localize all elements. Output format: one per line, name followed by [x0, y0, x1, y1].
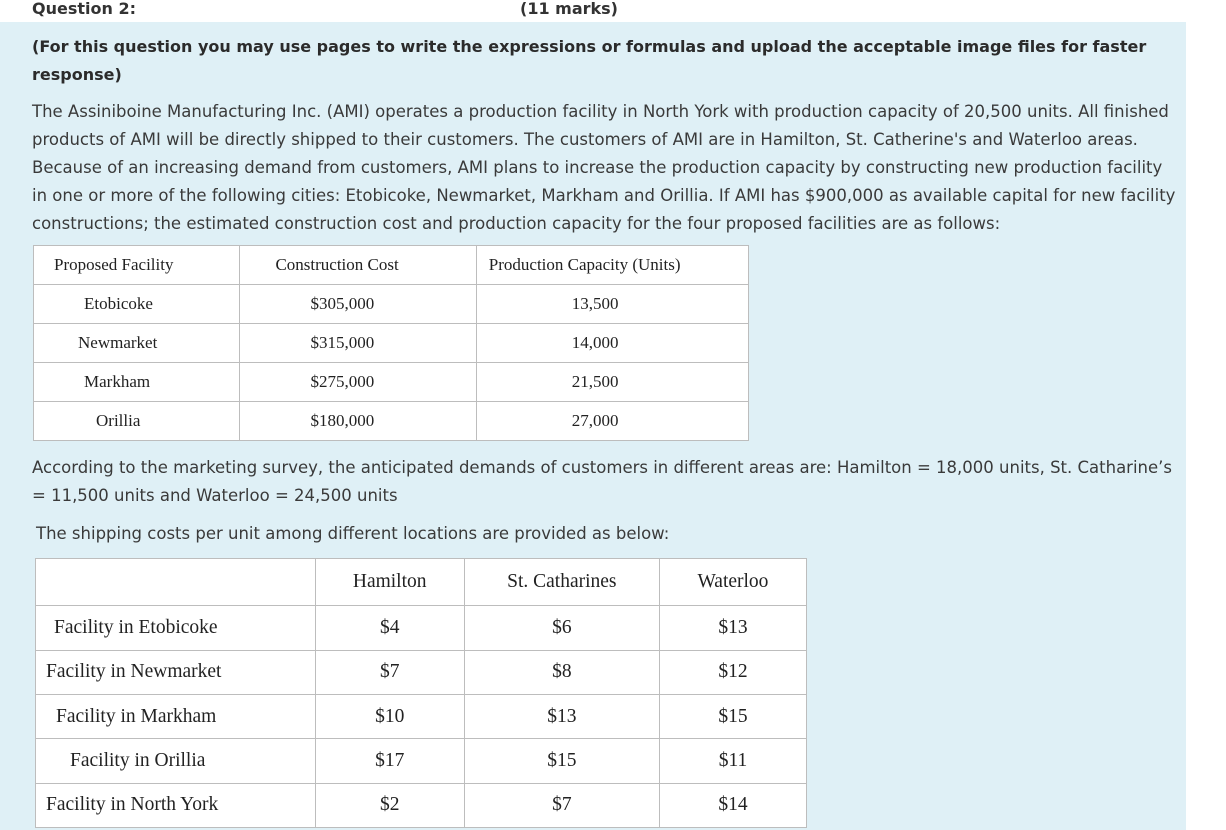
cost-waterloo: $11: [659, 739, 806, 783]
cost-st-catharines: $8: [464, 650, 659, 694]
construction-cost: $180,000: [240, 402, 476, 441]
header-proposed-facility: Proposed Facility: [34, 246, 240, 285]
cost-waterloo: $12: [659, 650, 806, 694]
cost-hamilton: $7: [315, 650, 464, 694]
table-row: [36, 783, 807, 827]
cost-st-catharines: $7: [464, 783, 659, 827]
cost-hamilton: $10: [315, 695, 464, 739]
facility-table: [33, 245, 749, 441]
facility-label: Facility in North York: [36, 783, 316, 827]
table-row: [36, 650, 807, 694]
demand-paragraph: According to the marketing survey, the anticipated demands of customers in different areas are: Hamilton = 18,000 units, St. Catharine’s = 11,500 units and Waterloo = 24,500 units: [32, 458, 1172, 505]
facility-label: Facility in Etobicoke: [36, 606, 316, 650]
header-construction-cost: Construction Cost: [240, 246, 476, 285]
header-empty: [36, 559, 316, 606]
cost-st-catharines: $13: [464, 695, 659, 739]
table-row: [34, 363, 749, 402]
question-title: Question 2:: [32, 0, 136, 18]
facility-name: Newmarket: [34, 324, 240, 363]
table-row: [34, 402, 749, 441]
shipping-intro: The shipping costs per unit among different locations are provided as below:: [36, 524, 670, 543]
table-header-row: [34, 246, 749, 285]
production-capacity: 27,000: [476, 402, 748, 441]
construction-cost: $315,000: [240, 324, 476, 363]
shipping-cost-table: [35, 558, 807, 828]
question-header: [0, 0, 1186, 22]
facility-name: Markham: [34, 363, 240, 402]
table-row: [36, 695, 807, 739]
production-capacity: 14,000: [476, 324, 748, 363]
header-st-catharines: St. Catharines: [464, 559, 659, 606]
cost-waterloo: $14: [659, 783, 806, 827]
table-row: [36, 606, 807, 650]
facility-name: Etobicoke: [34, 285, 240, 324]
cost-st-catharines: $6: [464, 606, 659, 650]
cost-st-catharines: $15: [464, 739, 659, 783]
cost-waterloo: $15: [659, 695, 806, 739]
table-header-row: [36, 559, 807, 606]
table-row: [36, 739, 807, 783]
production-capacity: 21,500: [476, 363, 748, 402]
facility-label: Facility in Newmarket: [36, 650, 316, 694]
right-margin: [1186, 0, 1226, 830]
facility-label: Facility in Markham: [36, 695, 316, 739]
construction-cost: $275,000: [240, 363, 476, 402]
production-capacity: 13,500: [476, 285, 748, 324]
facility-name: Orillia: [34, 402, 240, 441]
problem-paragraph: The Assiniboine Manufacturing Inc. (AMI) operates a production facility in North York with production capacity of 20,500 units. All finished products of AMI will be directly shipped to their customers. The customers of AMI are in Hamilton, St. Catherine's and Waterloo areas. Because of an increasing demand from customers, AMI plans to increase the production capacity by constructing new production facility in one or more of the following cities: Etobicoke, Newmarket, Markham and Orillia. If AMI has $900,000 as available capital for new facility constructions; the estimated construction cost and production capacity for the four proposed facilities are as follows:: [32, 102, 1176, 233]
facility-label: Facility in Orillia: [36, 739, 316, 783]
construction-cost: $305,000: [240, 285, 476, 324]
table-row: [34, 324, 749, 363]
cost-hamilton: $17: [315, 739, 464, 783]
cost-waterloo: $13: [659, 606, 806, 650]
question-marks: (11 marks): [520, 0, 618, 18]
header-hamilton: Hamilton: [315, 559, 464, 606]
header-production-capacity: Production Capacity (Units): [476, 246, 748, 285]
cost-hamilton: $4: [315, 606, 464, 650]
cost-hamilton: $2: [315, 783, 464, 827]
table-row: [34, 285, 749, 324]
header-waterloo: Waterloo: [659, 559, 806, 606]
instruction-text: (For this question you may use pages to write the expressions or formulas and upload the acceptable image files for faster response): [32, 37, 1147, 84]
